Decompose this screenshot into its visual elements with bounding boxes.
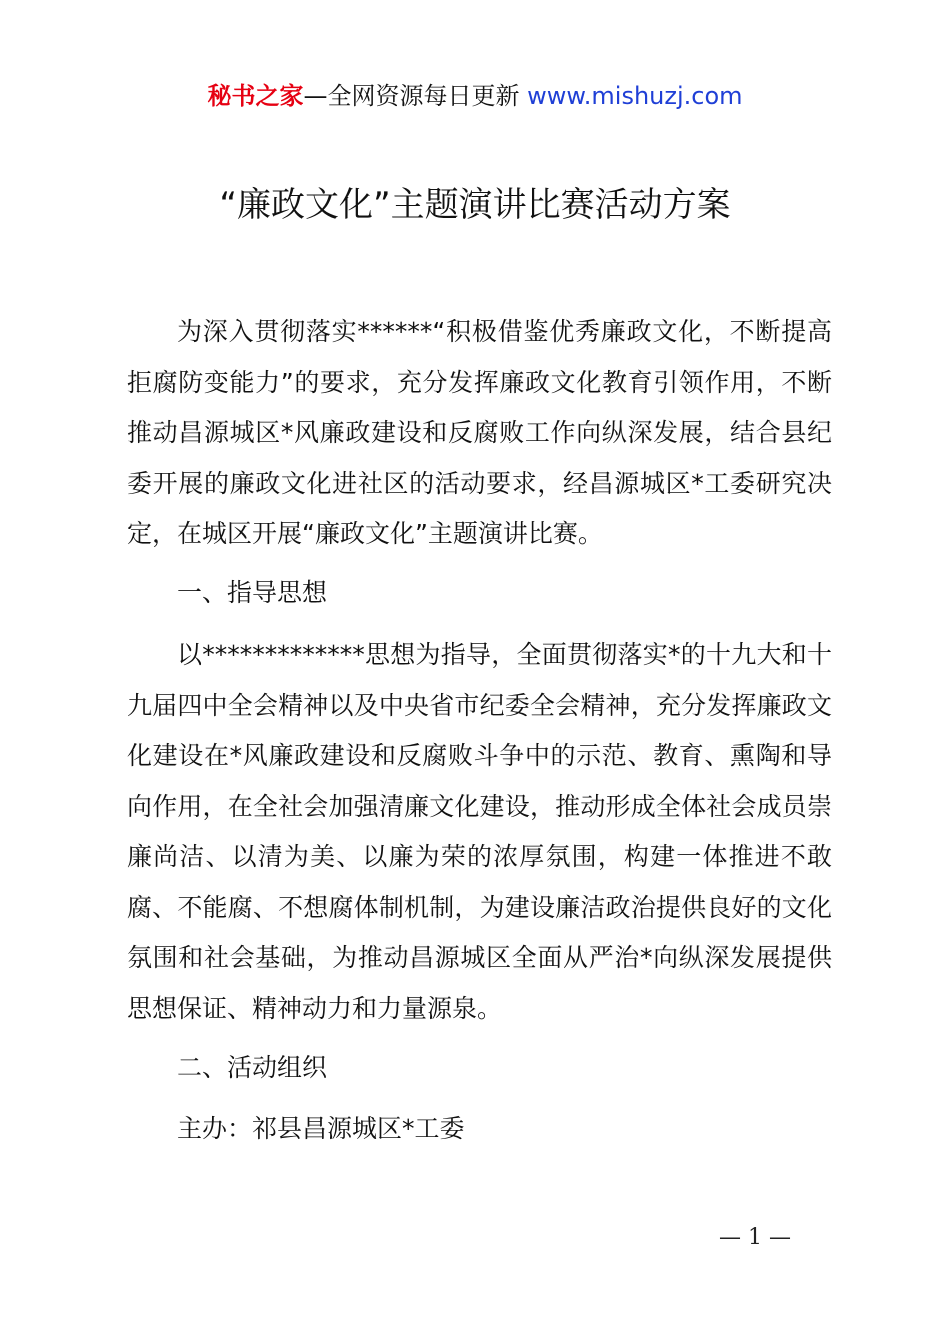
guiding-ideology-paragraph: 以*************思想为指导，全面贯彻落实*的十九大和十九届四中全会精神以及中央省市纪委全会精神，充分发挥廉政文化建设在*风廉政建设和反腐败斗争中的示范、教育、熏陶和导向作用，在全社会加强清廉文化建设，推动形成全体社会成员崇廉尚洁、以清为美、以廉为荣的浓厚氛围，构建一体推进不敢腐、不能腐、不想腐体制机制，为建设廉洁政治提供良好的文化氛围和社会基础，为推动昌源城区全面从严治*向纵深发展提供思想保证、精神动力和力量源泉。 <box>127 640 832 1023</box>
brand-name: 秘书之家 <box>207 82 304 110</box>
section-heading-guiding-ideology: 一、指导思想 <box>177 578 328 607</box>
site-header <box>0 80 950 112</box>
page-number: — 1 — <box>719 1225 791 1250</box>
header-tagline: —全网资源每日更新 <box>303 82 520 110</box>
site-url-link[interactable]: www.mishuzj.com <box>527 82 743 110</box>
intro-paragraph: 为深入贯彻落实******“积极借鉴优秀廉政文化，不断提高拒腐防变能力”的要求，充分发挥廉政文化教育引领作用，不断推动昌源城区*风廉政建设和反腐败工作向纵深发展，结合县纪委开展的廉政文化进社区的活动要求，经昌源城区*工委研究决定，在城区开展“廉政文化”主题演讲比赛。 <box>127 317 832 548</box>
document-title: “廉政文化”主题演讲比赛活动方案 <box>219 185 731 225</box>
section-heading-organization: 二、活动组织 <box>177 1053 328 1082</box>
organizer-line: 主办：祁县昌源城区*工委 <box>177 1114 465 1143</box>
